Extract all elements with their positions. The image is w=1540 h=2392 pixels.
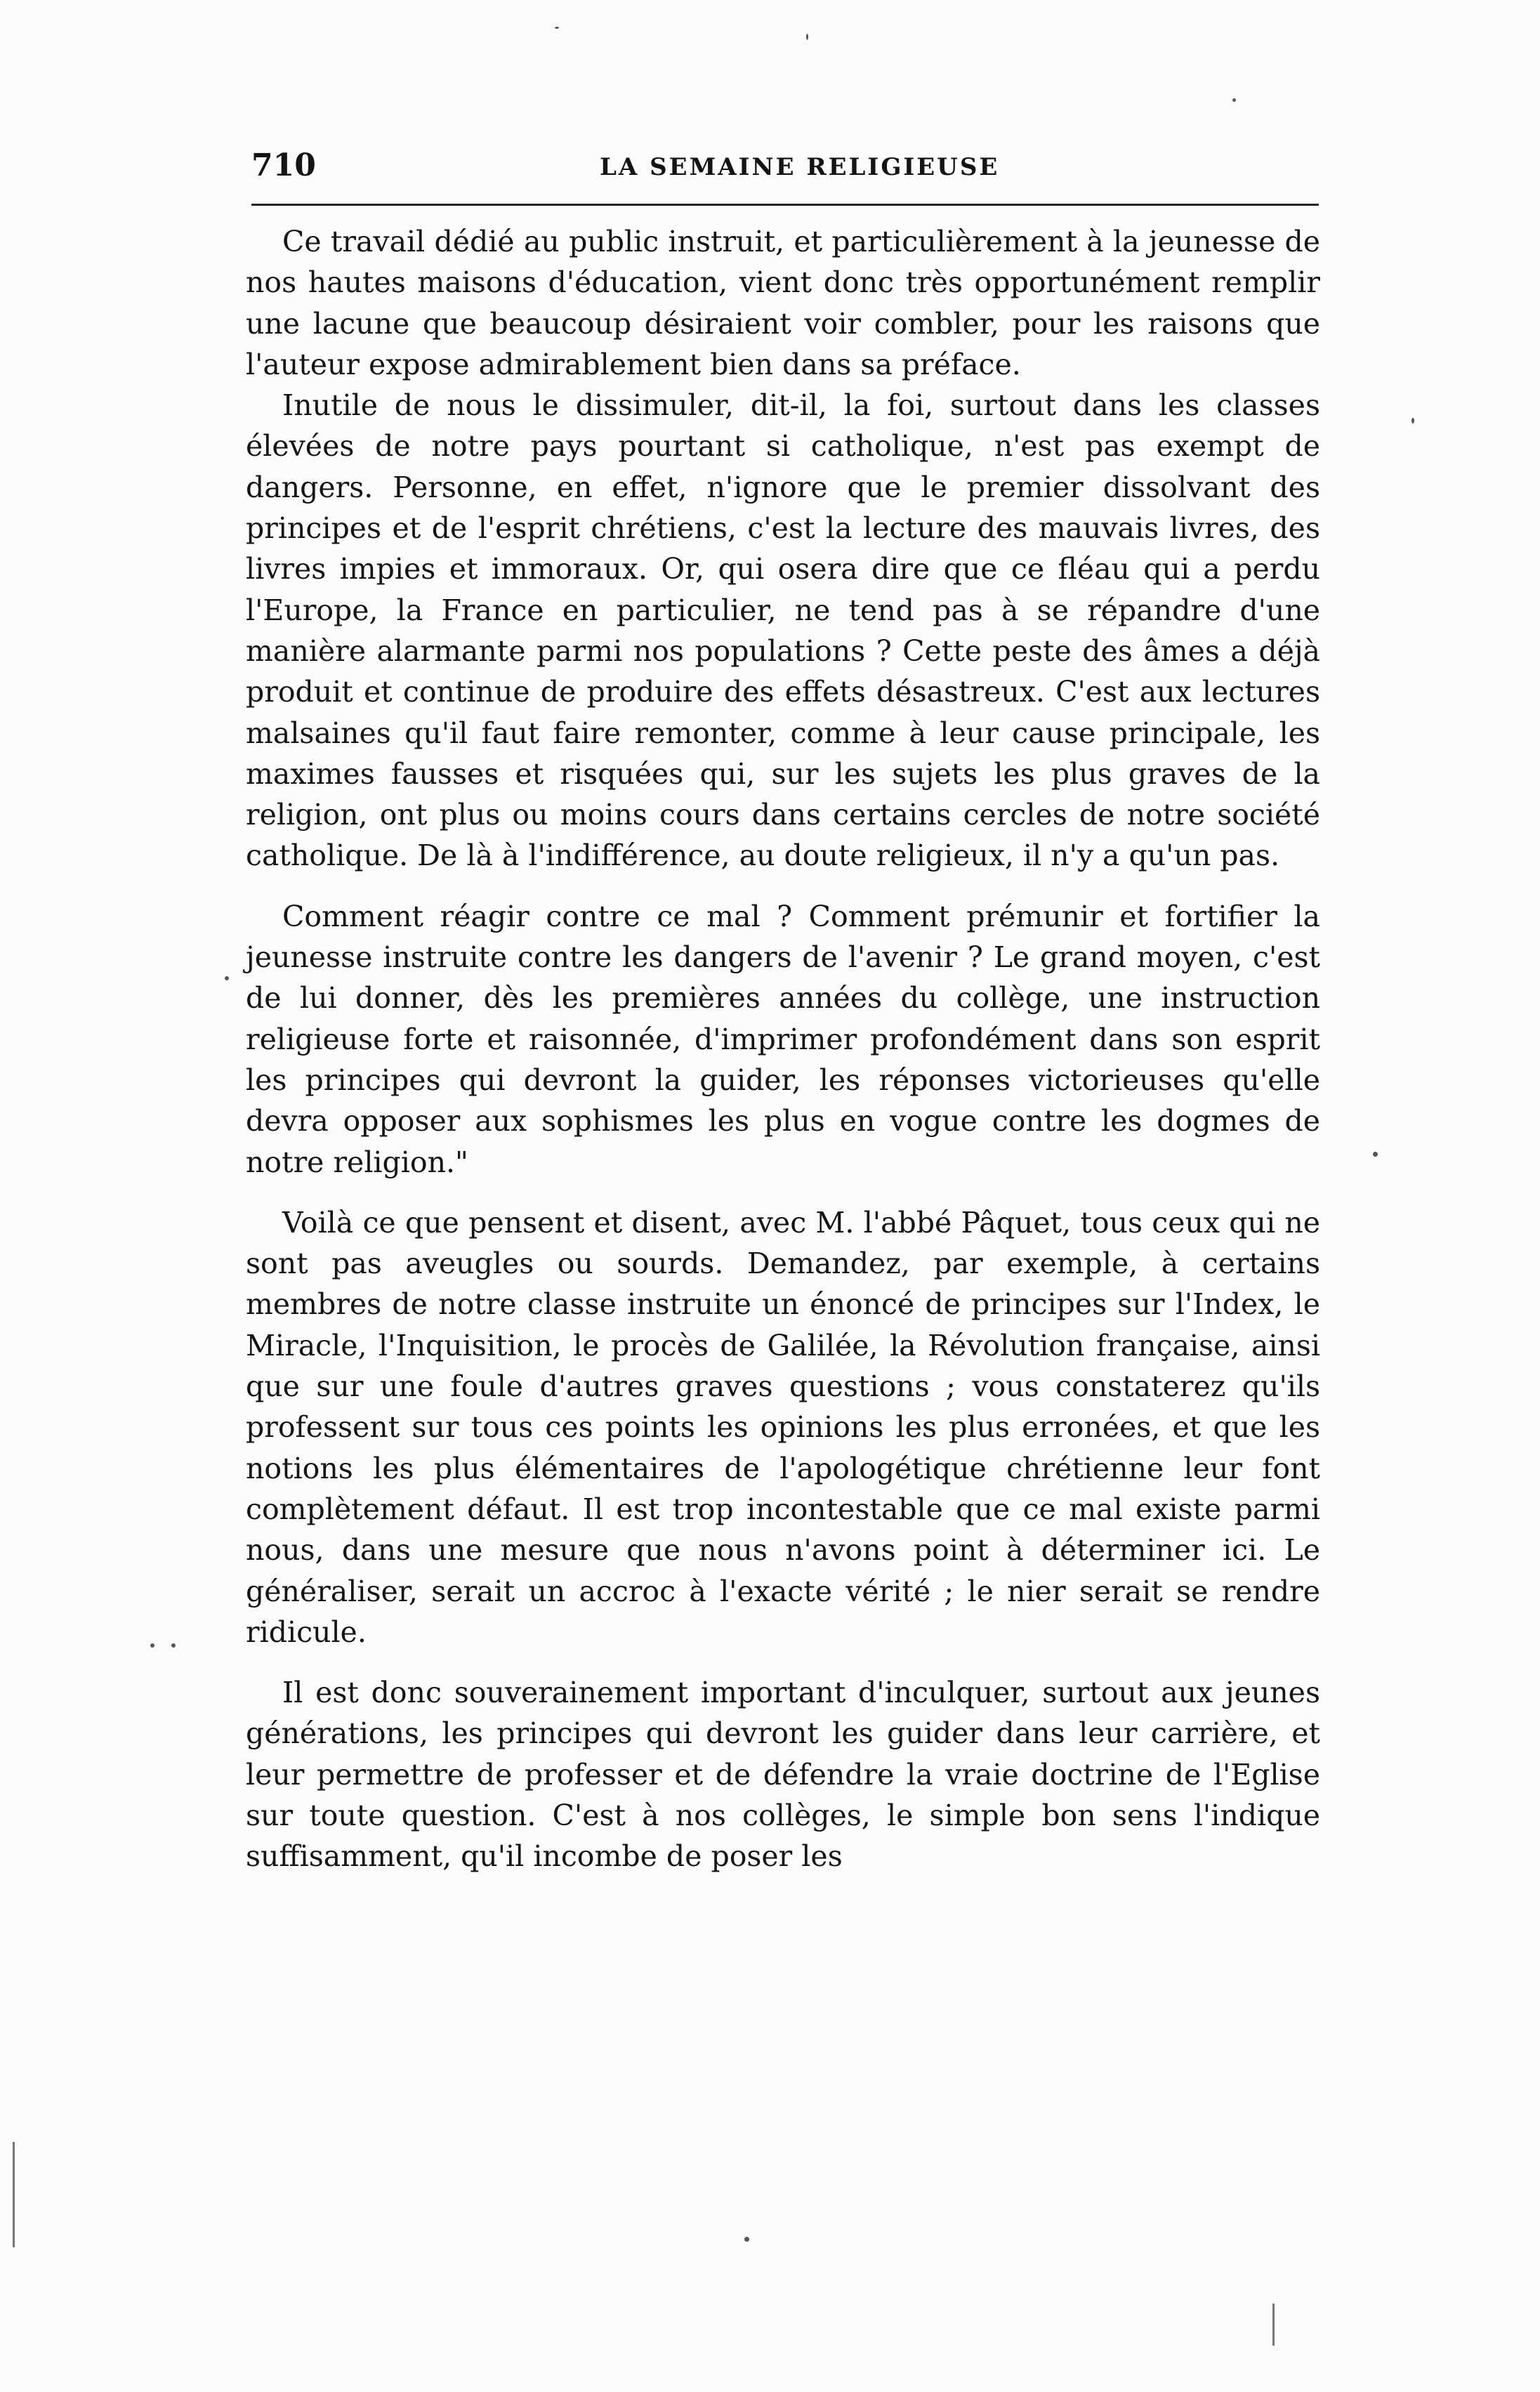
header-rule (251, 204, 1319, 206)
paragraph: Voilà ce que pensent et disent, avec M. l'abbé Pâquet, tous ceux qui ne sont pas aveugles ou sourds. Demandez, par exemple, à certains membres de notre classe instruite un énoncé de principes sur l'Index, le Miracle, l'Inquisition, le procès de Galilée, la Révolution française, ainsi que sur une foule d'autres graves questions ; vous constaterez qu'ils professent sur tous ces points les opinions les plus erronées, et que les notions les plus élémentaires de l'apologétique chrétienne leur font complètement défaut. Il est trop incontestable que ce mal existe parmi nous, dans une mesure que nous n'avons point à déterminer ici. Le généraliser, serait un accroc à l'exacte vérité ; le nier serait se rendre ridicule. (246, 1205, 1320, 1649)
scan-speck (1411, 418, 1414, 423)
paragraph: Il est donc souverainement important d'inculquer, surtout aux jeunes générations, les principes qui devront les guider dans leur carrière, et leur permettre de professer et de défendre la vraie doctrine de l'Eglise sur toute question. C'est à nos collèges, le simple bon sens l'indique suffisamment, qu'il incombe de poser les (246, 1676, 1320, 1874)
page-header (251, 147, 1319, 190)
scan-speck (225, 976, 229, 980)
margin-line (1272, 2304, 1275, 2346)
scan-speck (171, 1643, 176, 1648)
paragraph: Inutile de nous le dissimuler, dit-il, la foi, surtout dans les classes élevées de notre pays pourtant si catholique, n'est pas exempt de dangers. Personne, en effet, n'ignore que le premier dissolvant des principes et de l'esprit chrétiens, c'est la lecture des mauvais livres, des livres impies et immoraux. Or, qui osera dire que ce fléau qui a perdu l'Europe, la France en particulier, ne tend pas à se répandre d'une manière alarmante parmi nos populations ? Cette peste des âmes a déjà produit et continue de produire des effets désastreux. C'est aux lectures malsaines qu'il faut faire remonter, comme à leur cause principale, les maximes fausses et risquées qui, sur les sujets les plus graves de la religion, ont plus ou moins cours dans certains cercles de notre société catholique. De là à l'indifférence, au doute religieux, il n'y a qu'un pas. (246, 388, 1320, 873)
body-text (246, 221, 1320, 1877)
scan-speck (744, 2237, 749, 2242)
scan-speck (555, 27, 559, 29)
scan-speck (1232, 98, 1236, 102)
scan-speck (150, 1643, 154, 1648)
running-head: LA SEMAINE RELIGIEUSE (600, 153, 1000, 181)
page-number: 710 (251, 147, 316, 183)
scan-speck (806, 34, 808, 40)
scan-speck (1373, 1152, 1378, 1157)
paragraph: Ce travail dédié au public instruit, et particulièrement à la jeunesse de nos hautes maisons d'éducation, vient donc très opportunément remplir une lacune que beaucoup désiraient voir combler, pour les raisons que l'auteur expose admirablement bien dans sa préface. (246, 225, 1320, 381)
margin-line (13, 2142, 15, 2247)
paragraph: Comment réagir contre ce mal ? Comment prémunir et fortifier la jeunesse instruite contre les dangers de l'avenir ? Le grand moyen, c'est de lui donner, dès les premières années du collège, une instruction religieuse forte et raisonnée, d'imprimer profondément dans son esprit les principes qui devront la guider, les réponses victorieuses qu'elle devra opposer aux sophismes les plus en vogue contre les dogmes de notre religion." (246, 899, 1320, 1179)
